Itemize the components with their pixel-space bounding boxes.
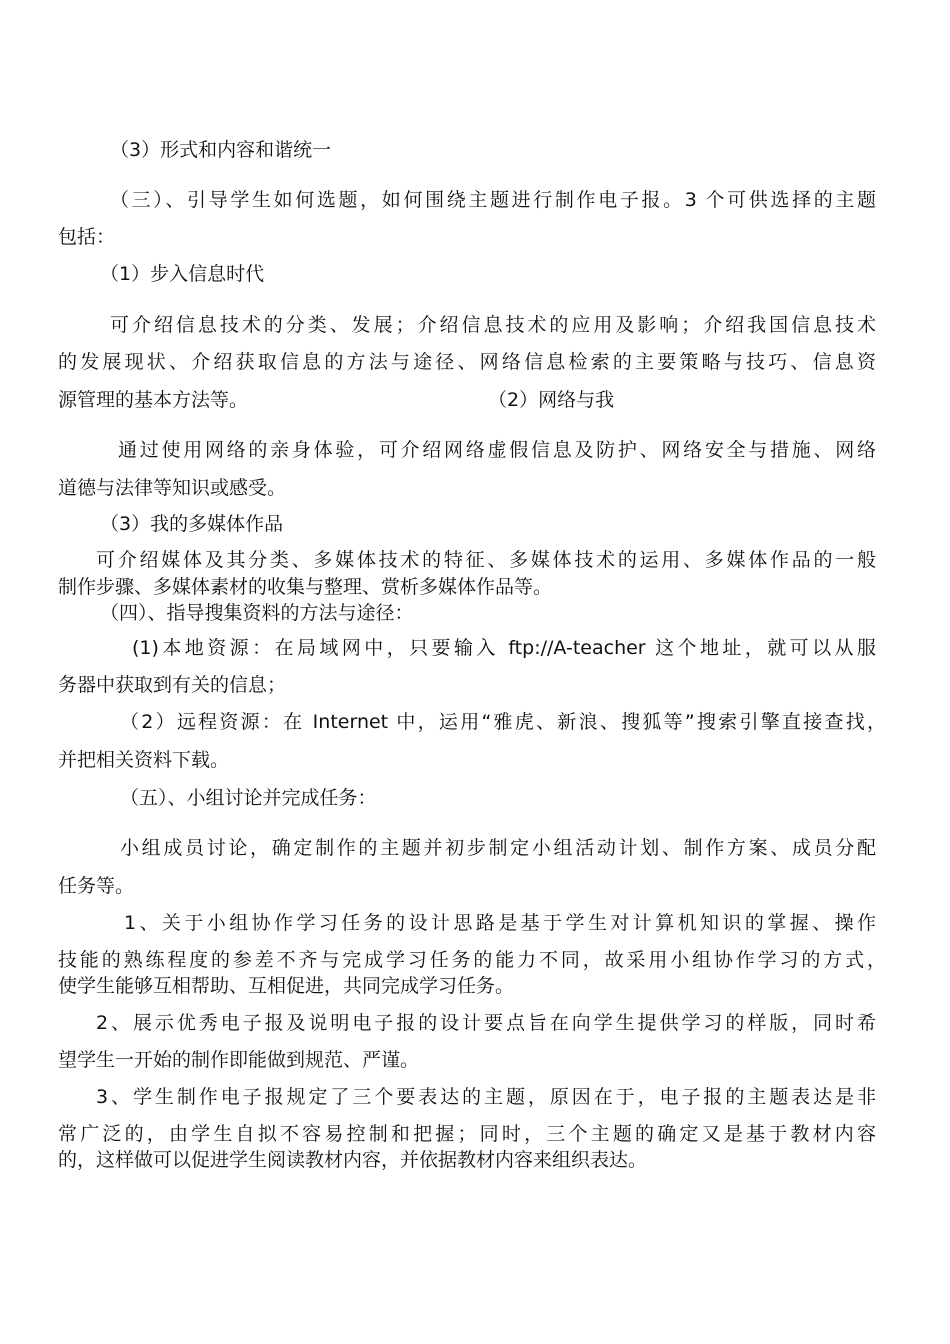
- text-line: （1）步入信息时代: [100, 263, 265, 285]
- text-line: 技能的熟练程度的参差不齐与完成学习任务的能力不同，故采用小组协作学习的方式，: [58, 949, 886, 971]
- text-line: （3）形式和内容和谐统一: [110, 139, 332, 161]
- text-line: (1)本地资源：在局域网中，只要输入 ftp://A-teacher 这个地址，就可以从服: [132, 637, 876, 659]
- text-line: 制作步骤、多媒体素材的收集与整理、赏析多媒体作品等。: [58, 576, 553, 598]
- text-line: 道德与法律等知识或感受。: [58, 477, 287, 499]
- text-line: 并把相关资料下载。: [58, 749, 230, 771]
- text-line: 使学生能够互相帮助、互相促进，共同完成学习任务。: [58, 975, 515, 997]
- text-line: （四）、指导搜集资料的方法与途径：: [100, 602, 414, 624]
- text-line: 源管理的基本方法等。: [58, 389, 249, 411]
- text-line: （三）、引导学生如何选题，如何围绕主题进行制作电子报。3 个可供选择的主题: [110, 189, 876, 211]
- text-line: 小组成员讨论，确定制作的主题并初步制定小组活动计划、制作方案、成员分配: [120, 837, 876, 859]
- text-line: 2、展示优秀电子报及说明电子报的设计要点旨在向学生提供学习的样版，同时希: [96, 1012, 876, 1034]
- text-line: 任务等。: [58, 875, 135, 897]
- text-line: 通过使用网络的亲身体验，可介绍网络虚假信息及防护、网络安全与措施、网络: [118, 439, 876, 461]
- text-line: 包括：: [58, 226, 116, 248]
- text-line: 可介绍媒体及其分类、多媒体技术的特征、多媒体技术的运用、多媒体作品的一般: [96, 549, 876, 571]
- text-line: （五）、小组讨论并完成任务：: [120, 787, 377, 809]
- text-line: 望学生一开始的制作即能做到规范、严谨。: [58, 1049, 420, 1071]
- text-line: 的，这样做可以促进学生阅读教材内容，并依据教材内容来组织表达。: [58, 1149, 648, 1171]
- text-line: （3）我的多媒体作品: [100, 513, 284, 535]
- text-line: 可介绍信息技术的分类、发展；介绍信息技术的应用及影响；介绍我国信息技术: [110, 314, 876, 336]
- text-line: （2）网络与我: [488, 389, 615, 411]
- text-line: 常广泛的，由学生自拟不容易控制和把握；同时，三个主题的确定又是基于教材内容: [58, 1123, 876, 1145]
- text-line: （2）远程资源：在 Internet 中，运用“雅虎、新浪、搜狐等”搜索引擎直接查找，: [120, 711, 886, 733]
- text-line: 3、学生制作电子报规定了三个要表达的主题，原因在于，电子报的主题表达是非: [96, 1086, 876, 1108]
- text-line: 1、关于小组协作学习任务的设计思路是基于学生对计算机知识的掌握、操作: [124, 912, 876, 934]
- text-line: 务器中获取到有关的信息；: [58, 674, 287, 696]
- text-line: 的发展现状、介绍获取信息的方法与途径、网络信息检索的主要策略与技巧、信息资: [58, 351, 876, 373]
